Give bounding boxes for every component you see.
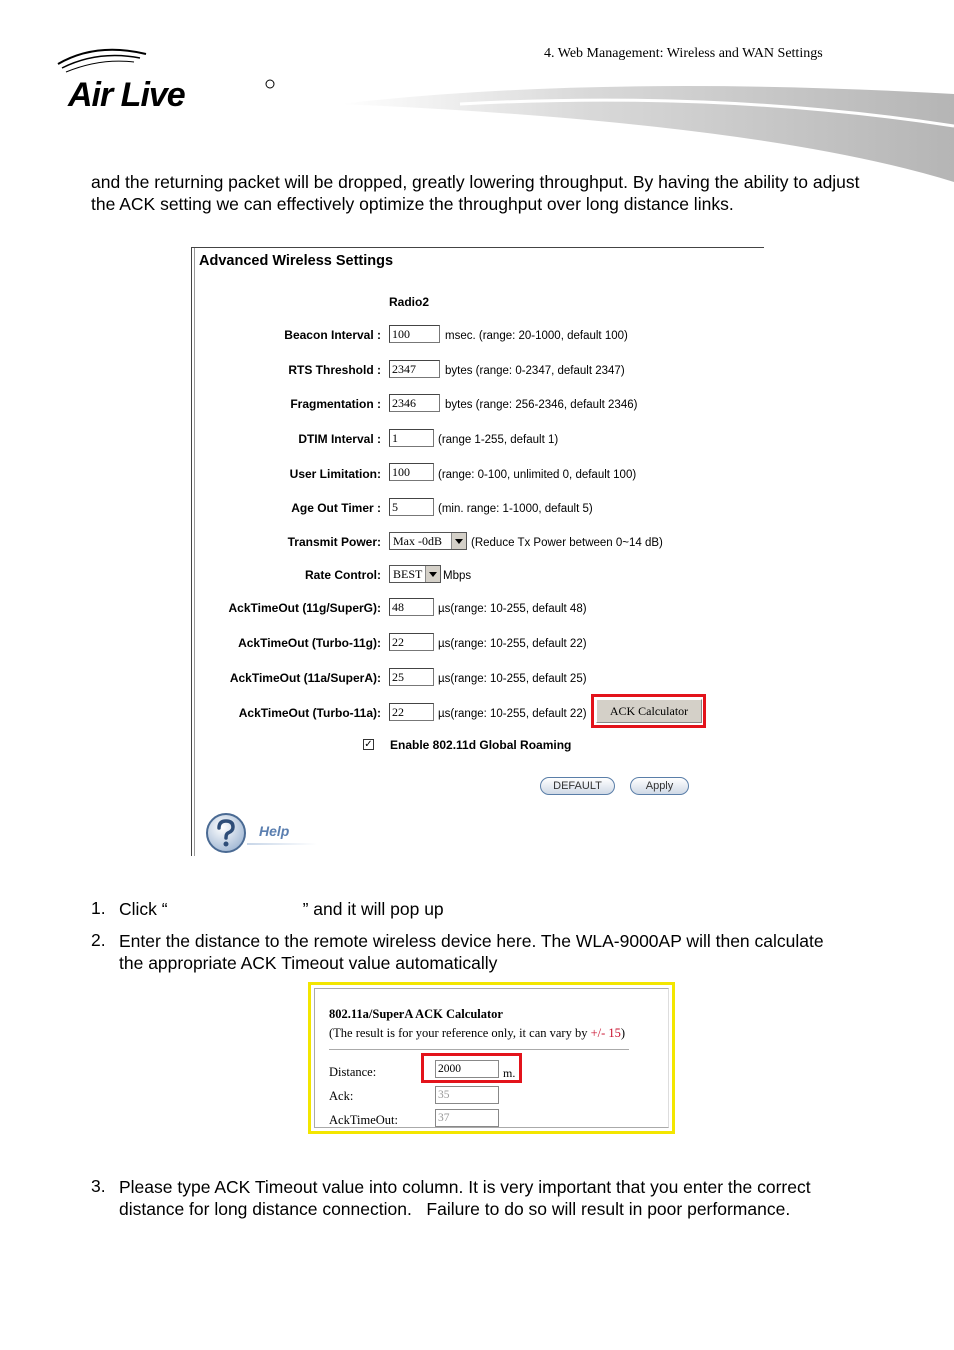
acktimeout-turbo-11a-input[interactable]: 22 bbox=[389, 703, 434, 721]
acktimeout-11a-input[interactable]: 25 bbox=[389, 668, 434, 686]
rate-control-select[interactable] bbox=[389, 565, 441, 583]
user-limitation-hint: (range: 0-100, unlimited 0, default 100) bbox=[438, 469, 637, 481]
age-out-timer-label: Age Out Timer : bbox=[291, 501, 381, 515]
radio-label: Radio2 bbox=[389, 295, 430, 309]
acktimeout-11a-label: AckTimeOut (11a/SuperA): bbox=[229, 671, 381, 685]
rate-control-hint: Mbps bbox=[443, 570, 472, 582]
step-2-number: 2. bbox=[91, 930, 106, 950]
ack-calculator-popup bbox=[308, 982, 675, 1134]
rate-control-value: BEST bbox=[393, 567, 423, 581]
beacon-interval-hint: msec. (range: 20-1000, default 100) bbox=[445, 330, 628, 342]
rate-control-label: Rate Control: bbox=[305, 568, 381, 582]
airlive-logo bbox=[56, 46, 286, 116]
acktimeout-output: 37 bbox=[435, 1109, 499, 1127]
panel-title: Advanced Wireless Settings bbox=[199, 253, 394, 269]
distance-unit: m. bbox=[503, 1066, 516, 1080]
fragmentation-label: Fragmentation : bbox=[290, 397, 381, 411]
global-roaming-checkbox[interactable]: ✓ bbox=[364, 739, 373, 750]
dropdown-arrow-icon[interactable] bbox=[451, 533, 466, 549]
apply-button[interactable]: Apply bbox=[630, 777, 689, 795]
calc-note: (The result is for your reference only, it can vary by +/- 15) bbox=[329, 1026, 626, 1040]
step-1-text: Click “ ” and it will pop up bbox=[119, 899, 444, 919]
transmit-power-value: Max -0dB bbox=[393, 534, 442, 548]
help-underline bbox=[247, 843, 317, 845]
beacon-interval-label: Beacon Interval : bbox=[284, 328, 381, 342]
transmit-power-label: Transmit Power: bbox=[287, 535, 381, 549]
calc-title: 802.11a/SuperA ACK Calculator bbox=[329, 1007, 503, 1021]
step-3-number: 3. bbox=[91, 1176, 106, 1196]
acktimeout-turbo-11g-hint: µs(range: 10-255, default 22) bbox=[438, 638, 587, 650]
intro-paragraph: and the returning packet will be dropped, greatly lowering throughput. By having the ability to adjust the ACK setting we can effectively optimize the throughput over long distance links. bbox=[91, 172, 860, 214]
ack-label: Ack: bbox=[329, 1089, 354, 1103]
calc-divider bbox=[329, 1049, 629, 1050]
transmit-power-hint: (Reduce Tx Power between 0~14 dB) bbox=[471, 537, 663, 549]
transmit-power-select[interactable] bbox=[389, 532, 467, 550]
step-2-text: Enter the distance to the remote wireless device here. The WLA-9000AP will then calculate the appropriate ACK Timeout value automatically bbox=[119, 931, 824, 973]
ack-calculator-button[interactable]: ACK Calculator bbox=[596, 699, 702, 723]
ack-output: 35 bbox=[435, 1086, 499, 1104]
acktimeout-turbo-11g-input[interactable]: 22 bbox=[389, 633, 434, 651]
acktimeout-11g-label: AckTimeOut (11g/SuperG): bbox=[228, 601, 381, 615]
acktimeout-label: AckTimeOut: bbox=[329, 1113, 398, 1127]
acktimeout-11a-hint: µs(range: 10-255, default 25) bbox=[438, 673, 587, 685]
acktimeout-11g-hint: µs(range: 10-255, default 48) bbox=[438, 603, 587, 615]
acktimeout-turbo-11a-label: AckTimeOut (Turbo-11a): bbox=[238, 706, 381, 720]
rts-threshold-hint: bytes (range: 0-2347, default 2347) bbox=[445, 365, 625, 377]
advanced-wireless-settings-panel bbox=[191, 247, 764, 856]
header-swoosh-decoration bbox=[340, 82, 954, 182]
global-roaming-label: Enable 802.11d Global Roaming bbox=[390, 738, 572, 752]
acktimeout-11g-input[interactable]: 48 bbox=[389, 598, 434, 616]
fragmentation-hint: bytes (range: 256-2346, default 2346) bbox=[445, 399, 638, 411]
distance-input[interactable]: 2000 bbox=[435, 1060, 499, 1078]
step-3-text: Please type ACK Timeout value into column. It is very important that you enter the correct distance for long distance connection. Failure to do so will result in poor performance. bbox=[119, 1177, 811, 1219]
default-button[interactable]: DEFAULT bbox=[540, 777, 615, 795]
age-out-timer-input[interactable]: 5 bbox=[389, 498, 434, 516]
fragmentation-input[interactable]: 2346 bbox=[389, 394, 440, 412]
help-link[interactable]: Help bbox=[259, 823, 290, 839]
acktimeout-turbo-11g-label: AckTimeOut (Turbo-11g): bbox=[238, 636, 381, 650]
rts-threshold-label: RTS Threshold : bbox=[288, 363, 381, 377]
age-out-timer-hint: (min. range: 1-1000, default 5) bbox=[438, 503, 593, 515]
dtim-interval-hint: (range 1-255, default 1) bbox=[438, 434, 559, 446]
acktimeout-turbo-11a-hint: µs(range: 10-255, default 22) bbox=[438, 708, 587, 720]
dtim-interval-label: DTIM Interval : bbox=[298, 432, 381, 446]
step-1-number: 1. bbox=[91, 898, 106, 918]
user-limitation-input[interactable]: 100 bbox=[389, 463, 434, 481]
help-question-icon[interactable] bbox=[205, 812, 247, 854]
dropdown-arrow-icon[interactable] bbox=[425, 566, 440, 582]
beacon-interval-input[interactable]: 100 bbox=[389, 325, 440, 343]
dtim-interval-input[interactable]: 1 bbox=[389, 429, 434, 447]
user-limitation-label: User Limitation: bbox=[289, 467, 381, 481]
svg-text:Air Live: Air Live bbox=[68, 76, 185, 114]
distance-label: Distance: bbox=[329, 1065, 377, 1079]
chapter-heading: 4. Web Management: Wireless and WAN Settings bbox=[544, 46, 823, 61]
rts-threshold-input[interactable]: 2347 bbox=[389, 360, 440, 378]
